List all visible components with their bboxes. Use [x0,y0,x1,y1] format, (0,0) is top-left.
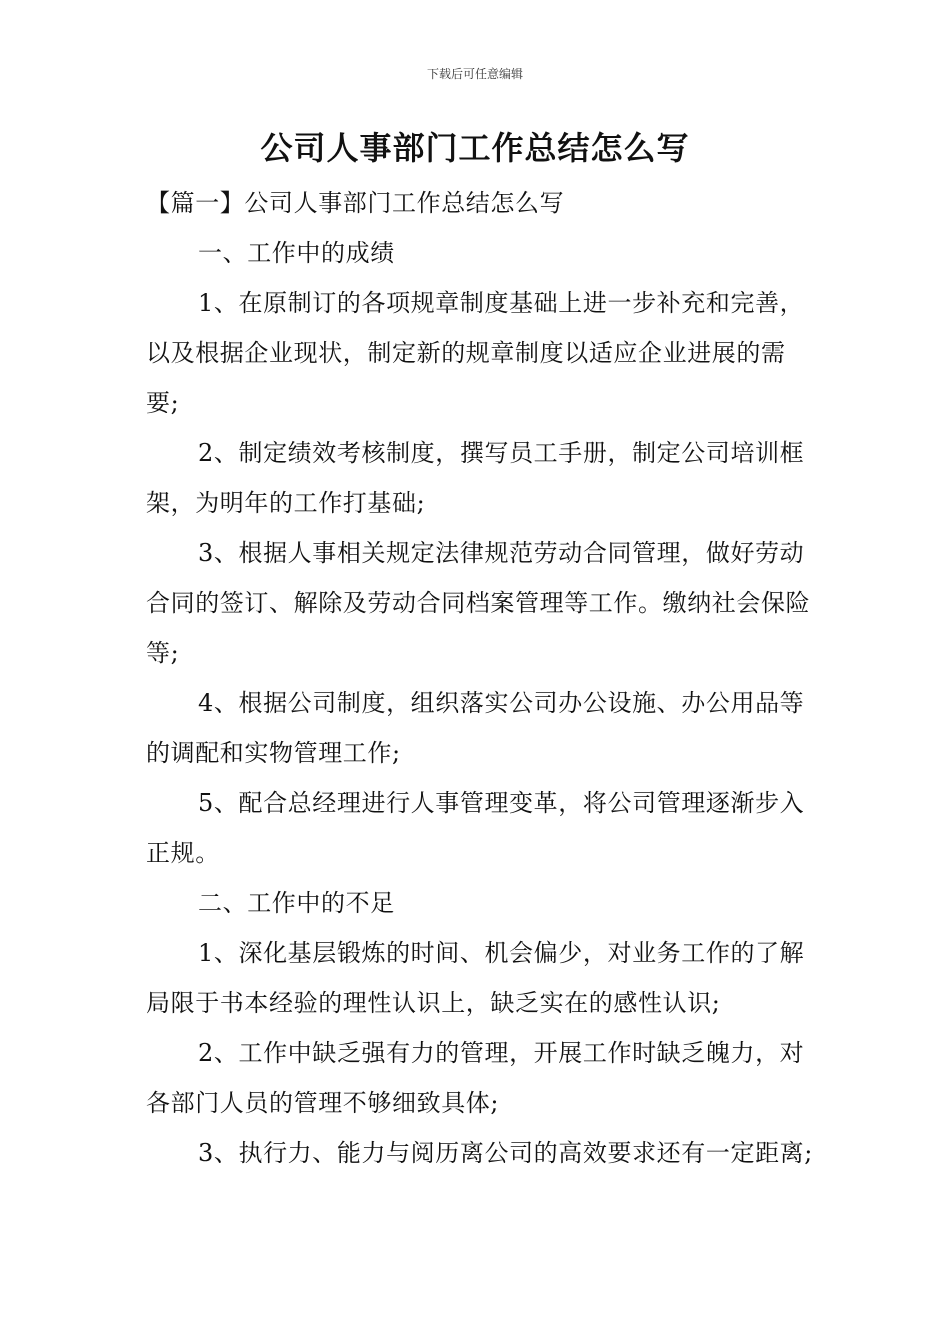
section-heading-achievements: 一、工作中的成绩 [198,239,395,267]
section-heading-shortcomings: 二、工作中的不足 [198,889,395,917]
header-note: 下载后可任意编辑 [426,67,523,81]
shortcoming-item: 2、工作中缺乏强有力的管理，开展工作时缺乏魄力，对各部门人员的管理不够细致具体; [146,1039,805,1117]
achievement-item: 2、制定绩效考核制度，撰写员工手册，制定公司培训框架，为明年的工作打基础; [146,439,805,517]
document-body [146,178,816,1178]
achievement-item: 3、根据人事相关规定法律规范劳动合同管理，做好劳动合同的签订、解除及劳动合同档案管理等工作。缴纳社会保险等; [146,539,811,667]
achievement-item: 5、配合总经理进行人事管理变革，将公司管理逐渐步入正规。 [146,789,805,867]
subtitle: 【篇一】公司人事部门工作总结怎么写 [146,189,565,217]
achievement-item: 4、根据公司制度，组织落实公司办公设施、办公用品等的调配和实物管理工作; [146,689,805,767]
shortcoming-item: 1、深化基层锻炼的时间、机会偏少，对业务工作的了解局限于书本经验的理性认识上，缺乏实在的感性认识; [146,939,805,1017]
document-title: 公司人事部门工作总结怎么写 [260,129,690,167]
achievement-item: 1、在原制订的各项规章制度基础上进一步补充和完善，以及根据企业现状，制定新的规章制度以适应企业进展的需要; [146,289,805,417]
shortcoming-item: 3、执行力、能力与阅历离公司的高效要求还有一定距离; [198,1139,813,1167]
